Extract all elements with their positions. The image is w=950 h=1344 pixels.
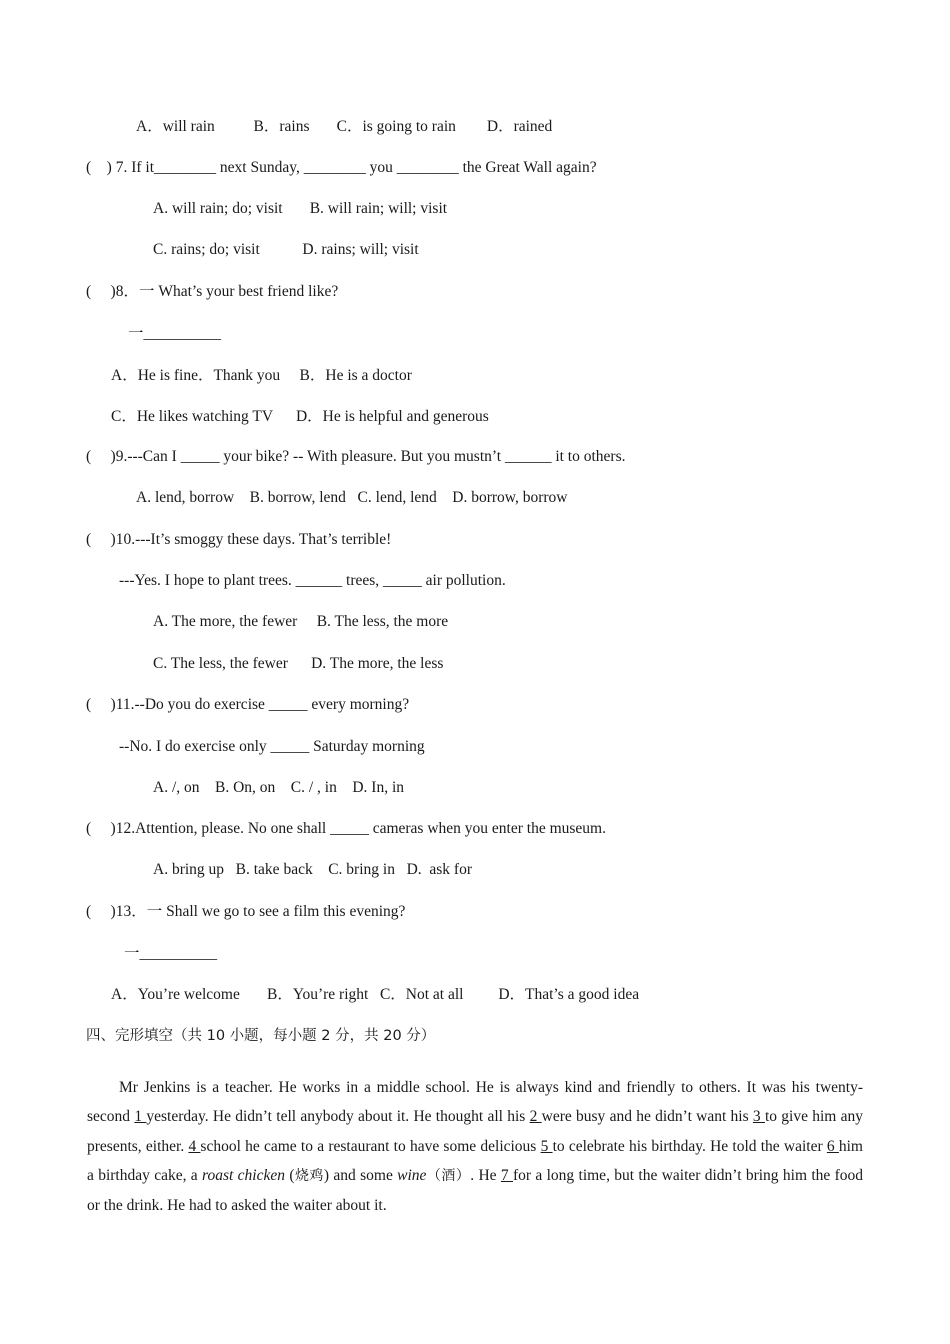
q11-reply: --No. I do exercise only _____ Saturday morning xyxy=(119,738,425,755)
q13-answer-blank: 一__________ xyxy=(124,945,218,962)
blank-4: 4 xyxy=(188,1137,201,1155)
q7-stem: ( ) 7. If it________ next Sunday, ________ you ________ the Great Wall again? xyxy=(86,159,597,176)
q11-options: A. /, on B. On, on C. / , in D. In, in xyxy=(153,779,405,796)
blank-3: 3 xyxy=(752,1108,765,1126)
cloze-passage: Mr Jenkins is a teacher. He works in a middle school. He is always kind and friendly to others. It was his twenty-second 1 yesterday. He didn’t tell anybody about it. He thought all his 2 were busy and he didn’t want his 3 to give him any presents, either. 4 school he came to a restaurant to have some delicious 5 to celebrate his birthday. He told the waiter 6 him a birthday cake, a roast chicken (烧鸡) and some wine（酒）. He 7 for a long time, but the waiter didn’t bring him the food or the drink. He had to asked the waiter about it. xyxy=(87,1079,864,1215)
q10-reply: ---Yes. I hope to plant trees. ______ trees, _____ air pollution. xyxy=(119,572,506,589)
q9-options: A. lend, borrow B. borrow, lend C. lend, lend D. borrow, borrow xyxy=(136,489,568,506)
q8-options-cd: C．He likes watching TV D．He is helpful and generous xyxy=(111,408,489,425)
q8-options-ab: A．He is fine．Thank you B．He is a doctor xyxy=(111,367,412,384)
q9-stem: ( )9.---Can I _____ your bike? -- With pleasure. But you mustn’t ______ it to others. xyxy=(86,448,626,465)
q10-stem: ( )10.---It’s smoggy these days. That’s terrible! xyxy=(86,531,392,548)
q13-stem: ( )13．一 Shall we go to see a film this evening? xyxy=(86,903,406,920)
section-heading: 四、完形填空（共 10 小题，每小题 2 分，共 20 分） xyxy=(86,1028,436,1044)
q10-options-cd: C. The less, the fewer D. The more, the less xyxy=(153,655,444,672)
blank-6: 6 xyxy=(826,1137,839,1155)
q12-options: A. bring up B. take back C. bring in D. ask for xyxy=(153,861,472,878)
roast-chicken-term: roast chicken xyxy=(202,1166,285,1184)
wine-gloss: （酒） xyxy=(426,1167,471,1184)
blank-2: 2 xyxy=(529,1108,542,1126)
q8-answer-blank: 一__________ xyxy=(128,325,222,342)
q11-stem: ( )11.--Do you do exercise _____ every morning? xyxy=(86,696,410,713)
blank-1: 1 xyxy=(134,1108,147,1126)
blank-5: 5 xyxy=(540,1137,553,1155)
q6-options: A．will rain B．rains C．is going to rain D．rained xyxy=(136,118,553,135)
wine-term: wine xyxy=(397,1166,427,1184)
q7-options-cd: C. rains; do; visit D. rains; will; visit xyxy=(153,241,419,258)
q7-options-ab: A. will rain; do; visit B. will rain; will; visit xyxy=(153,200,448,217)
q8-stem: ( )8．一 What’s your best friend like? xyxy=(86,283,339,300)
q12-stem: ( )12.Attention, please. No one shall _____ cameras when you enter the museum. xyxy=(86,820,606,837)
q13-options: A．You’re welcome B．You’re right C．Not at all D．That’s a good idea xyxy=(111,986,640,1003)
q10-options-ab: A. The more, the fewer B. The less, the more xyxy=(153,613,449,630)
roast-chicken-gloss: 烧鸡 xyxy=(294,1167,324,1184)
blank-7: 7 xyxy=(500,1166,513,1184)
